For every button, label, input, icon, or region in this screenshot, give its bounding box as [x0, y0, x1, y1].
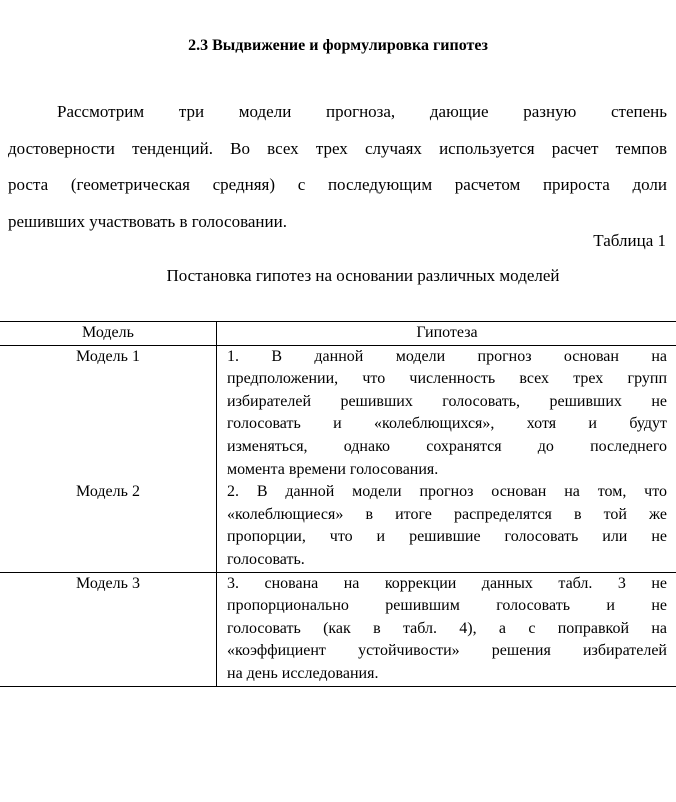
hypothesis-line: изменяться, однако сохранятся до последнего: [227, 437, 667, 455]
table-row: [0, 345, 676, 481]
hypothesis-line: голосовать (как в табл. 4), а с поправкой на: [227, 619, 667, 637]
model-cell: Модель 3: [0, 572, 217, 686]
hypothesis-line: «коэффициент устойчивости» решения избирателей: [227, 642, 667, 660]
hypothesis-line: пропорционально решившим голосовать и не: [227, 597, 667, 615]
model-cell: Модель 2: [0, 481, 217, 572]
hypothesis-line: 2. В данной модели прогноз основан на том, что: [227, 483, 667, 501]
model-cell: Модель 1: [0, 345, 217, 481]
paragraph-line: Рассмотрим три модели прогноза, дающие разную степень: [57, 102, 667, 121]
hypothesis-cell: [217, 572, 676, 686]
hypothesis-line: 1. В данной модели прогноз основан на: [227, 347, 667, 365]
intro-paragraph: [8, 94, 667, 240]
section-heading: 2.3 Выдвижение и формулировка гипотез: [188, 37, 488, 54]
paragraph-line: роста (геометрическая средняя) с последующим расчетом прироста доли: [8, 175, 667, 194]
hypothesis-line: голосовать.: [227, 550, 305, 568]
table-row: [0, 572, 676, 686]
hypothesis-line: голосовать и «колеблющихся», хотя и будут: [227, 415, 667, 433]
hypothesis-cell: [217, 345, 676, 481]
hypothesis-line: «колеблющиеся» в итоге распределятся в той же: [227, 505, 667, 523]
hypotheses-table: [0, 321, 676, 687]
hypothesis-line: предположении, что численность всех трех групп: [227, 370, 667, 388]
table-row: [0, 481, 676, 572]
paragraph-line: достоверности тенденций. Во всех трех случаях используется расчет темпов: [8, 138, 667, 158]
hypothesis-line: на день исследования.: [227, 664, 379, 682]
table-header-row: [0, 322, 676, 346]
hypothesis-line: 3. снована на коррекции данных табл. 3 не: [227, 574, 667, 592]
table-title: Постановка гипотез на основании различных моделей: [166, 266, 560, 285]
hypothesis-cell: [217, 481, 676, 572]
column-header-hypothesis: Гипотеза: [217, 322, 676, 346]
column-header-model: Модель: [0, 322, 217, 346]
hypothesis-line: пропорции, что и решившие голосовать или не: [227, 528, 667, 546]
hypothesis-line: избирателей решивших голосовать, решивших не: [227, 392, 667, 410]
paragraph-line: решивших участвовать в голосовании.: [8, 211, 287, 231]
hypothesis-line: момента времени голосования.: [227, 460, 439, 478]
table-number: Таблица 1: [593, 231, 666, 250]
